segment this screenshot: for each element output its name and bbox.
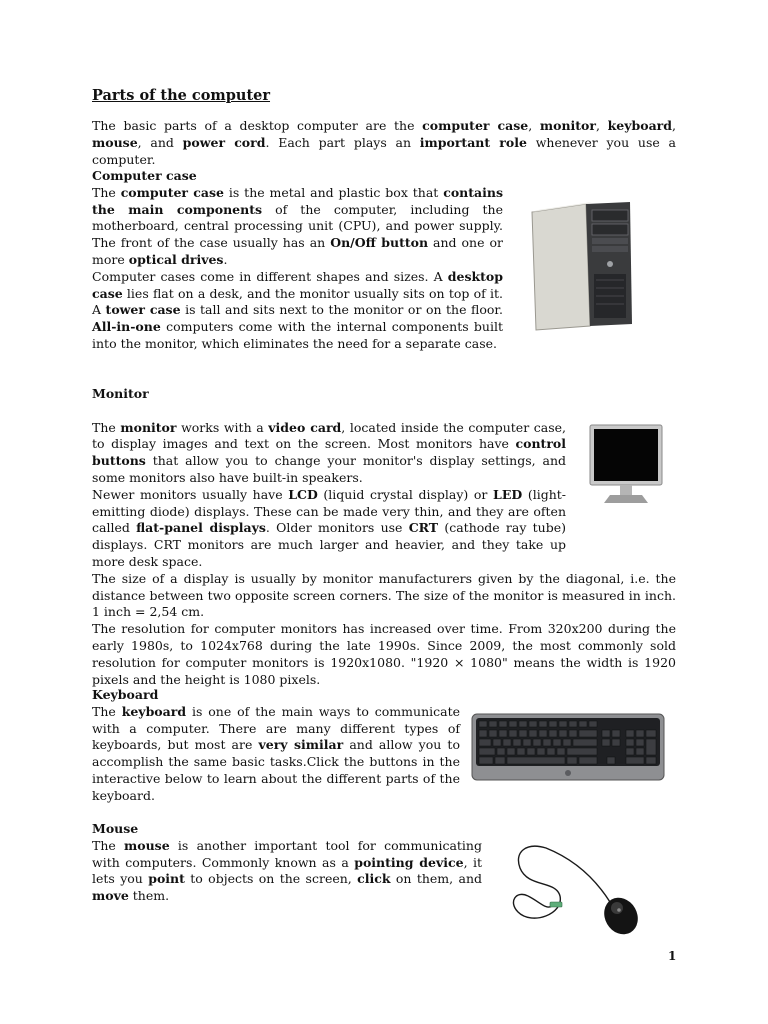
monitor-image: [588, 423, 664, 505]
page-title: Parts of the computer: [92, 87, 271, 104]
section-keyboard: [92, 687, 460, 805]
paragraph: The monitor works with a video card, located inside the computer case, to display images and text on the screen. Most monitors have control buttons that allow you to change your monitor's display settings, and some monitors also have built-in speakers.: [92, 419, 566, 485]
section-heading-monitor: Monitor: [92, 386, 149, 401]
mouse-image: [506, 840, 650, 936]
tower-case-image: [528, 200, 636, 332]
section-computer-case: [92, 168, 503, 353]
section-heading-mouse: Mouse: [92, 821, 139, 836]
section-heading-keyboard: Keyboard: [92, 687, 159, 702]
paragraph: Newer monitors usually have LCD (liquid crystal display) or LED (light-emitting diode) displays. These can be made very thin, and they are often called flat-panel displays. Older monitors use CRT (cathode ray tube) displays. CRT monitors are much larger and heavier, and they take up more desk space.: [92, 486, 566, 569]
keyboard-image: [470, 712, 666, 782]
section-heading-computer-case: Computer case: [92, 168, 197, 183]
paragraph: The size of a display is usually by monitor manufacturers given by the diagonal, i.e. the distance between two opposite screen corners. The size of the monitor is measured in inch. 1 inch = 2,54 cm.: [92, 570, 676, 620]
paragraph: The resolution for computer monitors has increased over time. From 320x200 during the early 1980s, to 1024x768 during the late 1990s. Since 2009, the most commonly sold resolution for computer monitors is 1920x1080. "1920 × 1080" means the width is 1920 pixels and the height is 1080 pixels.: [92, 621, 676, 687]
paragraph: The computer case is the metal and plastic box that contains the main components of the computer, including the motherboard, central processing unit (CPU), and power supply. The front of the case usually has an On/Off button and one or more optical drives.: [92, 184, 504, 267]
section-mouse: [92, 821, 482, 905]
paragraph: The keyboard is one of the main ways to communicate with a computer. There are many different types of keyboards, but most are very similar and allow you to accomplish the same basic tasks.Click the buttons in the interactive below to learn about the different parts of the keyboard.: [92, 703, 460, 803]
intro-paragraph: The basic parts of a desktop computer are the computer case, monitor, keyboard, mouse, and power cord. Each part plays an important role whenever you use a computer.: [92, 118, 676, 167]
page-number: 1: [668, 949, 677, 963]
paragraph: The mouse is another important tool for communicating with computers. Commonly known as a pointing device, it lets you point to objects on the screen, click on them, and move them.: [92, 837, 483, 904]
paragraph: Computer cases come in different shapes and sizes. A desktop case lies flat on a desk, and the monitor usually sits on top of it. A tower case is tall and sits next to the monitor or on the floor. All-in-one computers come with the internal components built into the monitor, which eliminates the need for a separate case.: [92, 268, 503, 351]
